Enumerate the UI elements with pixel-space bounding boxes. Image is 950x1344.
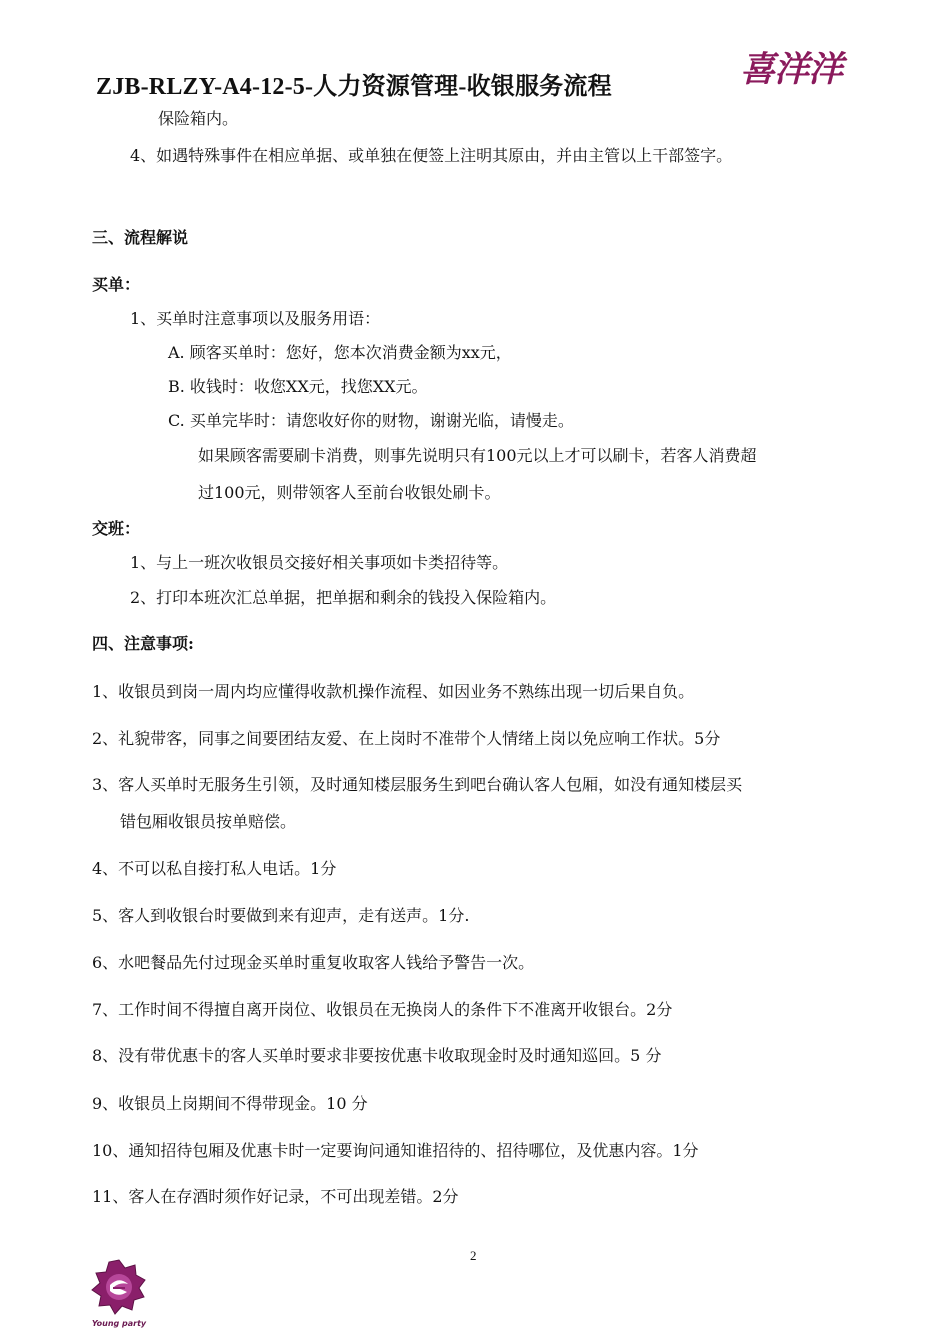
list-item: A. 顾客买单时：您好，您本次消费金额为xx元， [168,343,512,362]
paragraph-line: 如果顾客需要刷卡消费，则事先说明只有100元以上才可以刷卡，若客人消费超 [198,446,757,465]
list-item: 3、客人买单时无服务生引领，及时通知楼层服务生到吧台确认客人包厢，如没有通知楼层买 [92,775,743,794]
paragraph-line: 过100元，则带领客人至前台收银处刷卡。 [198,483,501,502]
list-item: 9、收银员上岗期间不得带现金。10 分 [92,1094,368,1113]
list-item: 8、没有带优惠卡的客人买单时要求非要按优惠卡收取现金时及时通知巡回。5 分 [92,1046,662,1065]
footer-logo [90,1258,148,1330]
logo-caption: Young party [91,1319,147,1328]
list-item: 11、客人在存酒时须作好记录，不可出现差错。2分 [92,1187,459,1206]
list-item-continuation: 错包厢收银员按单赔偿。 [120,812,297,831]
list-item: C. 买单完毕时：请您收好你的财物，谢谢光临，请慢走。 [168,411,574,430]
list-item: B. 收钱时：收您XX元，找您XX元。 [168,377,428,396]
list-item: 10、通知招待包厢及优惠卡时一定要询问通知谁招待的、招待哪位，及优惠内容。1分 [92,1141,699,1160]
list-item: 6、水吧餐品先付过现金买单时重复收取客人钱给予警告一次。 [92,953,535,972]
continuation-line: 保险箱内。 [158,109,239,128]
list-item: 1、买单时注意事项以及服务用语： [130,309,381,328]
list-item: 4、如遇特殊事件在相应单据、或单独在便签上注明其原由，并由主管以上干部签字。 [130,146,733,165]
list-item: 7、工作时间不得擅自离开岗位、收银员在无换岗人的条件下不准离开收银台。2分 [92,1000,673,1019]
list-item: 1、收银员到岗一周内均应懂得收款机操作流程、如因业务不熟练出现一切后果自负。 [92,682,695,701]
young-party-logo-icon [90,1258,148,1330]
list-item: 1、与上一班次收银员交接好相关事项如卡类招待等。 [130,553,509,572]
subsection-heading: 交班： [92,519,141,538]
section-title: 三、流程解说 [92,228,189,247]
list-item: 5、客人到收银台时要做到来有迎声，走有送声。1分. [92,906,470,925]
section-title: 四、注意事项: [92,634,194,653]
list-item: 4、不可以私自接打私人电话。1分 [92,859,337,878]
list-item: 2、打印本班次汇总单据，把单据和剩余的钱投入保险箱内。 [130,588,557,607]
subsection-heading: 买单： [92,275,141,294]
brand-logo: 喜洋洋 [740,49,843,90]
page-number: 2 [470,1248,477,1263]
document-header-title: ZJB-RLZY-A4-12-5-人力资源管理-收银服务流程 [96,74,612,100]
list-item: 2、礼貌带客，同事之间要团结友爱、在上岗时不准带个人情绪上岗以免应响工作状。5分 [92,729,721,748]
